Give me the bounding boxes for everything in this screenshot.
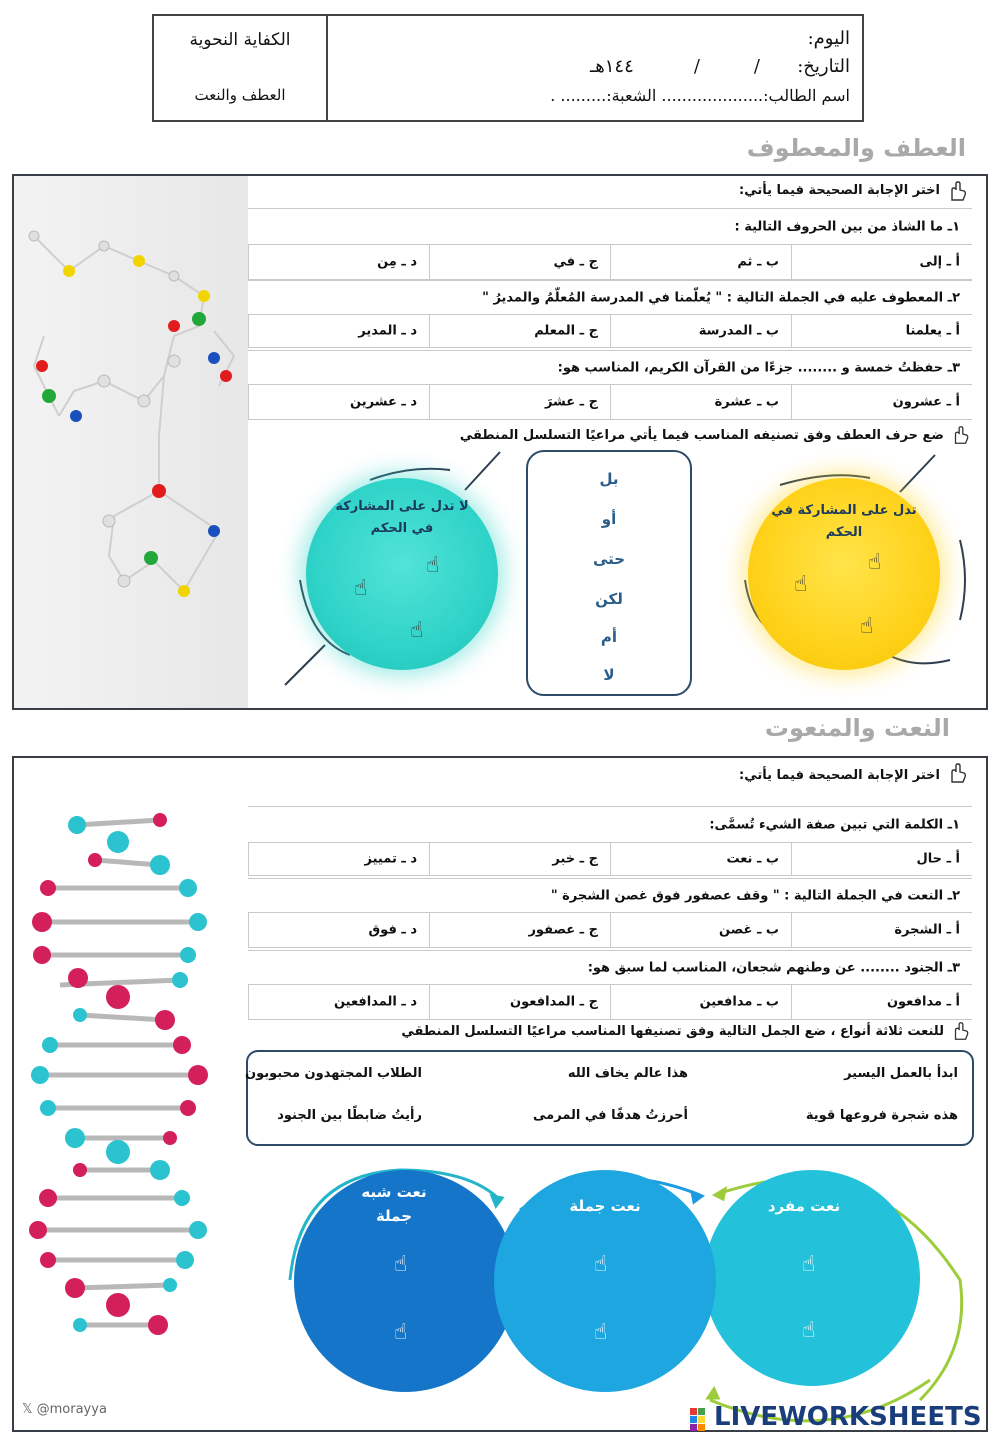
sentence-bank: [246, 1050, 974, 1146]
sentence-item[interactable]: رأيتُ ضابطًا بين الجنود: [277, 1108, 422, 1123]
student-line: اسم الطالب:.................... الشعبة:......... .: [550, 86, 850, 105]
question-row: [248, 878, 972, 912]
venn-single-label: نعت مفرد: [767, 1197, 841, 1215]
option-b[interactable]: ب ـ غصن: [610, 913, 791, 947]
liveworksheets-logo-icon: [690, 1406, 714, 1434]
question-text: ٢ـ النعت في الجملة التالية : " وقف عصفور فوق غصن الشجرة ": [550, 888, 960, 903]
sentence-item[interactable]: هذه شجرة فروعها قوية: [805, 1108, 958, 1123]
drop-target-hand-icon[interactable]: ☝: [410, 618, 424, 643]
drop-target-hand-icon[interactable]: ☝: [860, 614, 874, 639]
option-c[interactable]: ج ـ عصفور: [429, 913, 610, 947]
hand-pointer-icon: [946, 762, 970, 784]
venn-circle-single[interactable]: [704, 1170, 920, 1386]
section2-instruction: اختر الإجابة الصحيحة فيما يأتي:: [739, 768, 940, 783]
option-d[interactable]: د ـ عشرين: [248, 385, 429, 419]
circle-not-sharing-label: لا تدل على المشاركة في الحكم: [335, 499, 469, 536]
question-row: [248, 950, 972, 984]
option-c[interactable]: ج ـ عشرَ: [429, 385, 610, 419]
drop-target-hand-icon[interactable]: ☝: [802, 1252, 816, 1277]
word-la[interactable]: لا: [603, 666, 615, 684]
option-a[interactable]: أ ـ إلى: [791, 245, 972, 279]
question-row: [248, 280, 972, 314]
section-title-atf: العطف والمعطوف: [746, 134, 966, 162]
options-row: [248, 244, 972, 280]
subject-title: الكفاية النحوية: [189, 30, 291, 50]
option-d[interactable]: د ـ فوق: [248, 913, 429, 947]
option-a[interactable]: أ ـ يعلمنا: [791, 315, 972, 347]
option-a[interactable]: أ ـ مدافعون: [791, 985, 972, 1019]
venn-circle-semi[interactable]: [294, 1170, 516, 1392]
date-label: التاريخ:: [797, 56, 850, 77]
question-text: ٢ـ المعطوف عليه في الجملة التالية : " يُعلّمنا في المدرسة المُعلّمُ والمديرُ ": [482, 290, 960, 305]
circle-sharing[interactable]: [748, 478, 940, 670]
section1-classify-instruction: ضع حرف العطف وفق تصنيفه المناسب فيما يأتي مراعيًا التسلسل المنطقي: [459, 428, 944, 443]
date-sep: /: [753, 56, 760, 77]
option-b[interactable]: ب ـ عشرة: [610, 385, 791, 419]
word-lakin[interactable]: لكن: [595, 590, 623, 608]
x-logo-icon: 𝕏: [22, 1402, 33, 1417]
option-c[interactable]: ج ـ المعلم: [429, 315, 610, 347]
hand-pointer-icon: [946, 180, 970, 202]
word-bal[interactable]: بل: [599, 470, 619, 488]
option-c[interactable]: ج ـ خبر: [429, 843, 610, 875]
option-a[interactable]: أ ـ الشجرة: [791, 913, 972, 947]
hand-pointer-icon: [950, 1020, 972, 1042]
options-row: [248, 912, 972, 948]
option-b[interactable]: ب ـ المدرسة: [610, 315, 791, 347]
dna-image: [20, 800, 220, 1340]
date-line: [650, 56, 850, 82]
question-text: ٣ـ الجنود ........ عن وطنهم شجعان، المناسب لما سبق هو:: [587, 960, 960, 975]
molecule-image: [14, 176, 248, 708]
drop-target-hand-icon[interactable]: ☝: [594, 1320, 608, 1345]
credit: 𝕏 @morayya: [22, 1402, 107, 1417]
option-d[interactable]: د ـ المدافعين: [248, 985, 429, 1019]
topic-title: العطف والنعت: [194, 86, 286, 104]
drop-target-hand-icon[interactable]: ☝: [426, 553, 440, 578]
drop-target-hand-icon[interactable]: ☝: [394, 1320, 408, 1345]
date-year: ١٤٤هـ: [590, 56, 634, 77]
option-c[interactable]: ج ـ المدافعون: [429, 985, 610, 1019]
liveworksheets-watermark: LIVEWORKSHEETS: [714, 1402, 982, 1432]
word-aw[interactable]: أو: [601, 510, 617, 528]
venn-sentence-label: نعت جملة: [569, 1197, 641, 1215]
question-text: ٣ـ حفظتُ خمسة و ........ جزءًا من القرآن الكريم، المناسب هو:: [557, 360, 960, 375]
sentence-item[interactable]: ابدأ بالعمل اليسير: [844, 1066, 958, 1081]
section2-classify-instruction: للنعت ثلاثة أنواع ، ضع الجمل التالية وفق تصنيفها المناسب مراعيًا التسلسل المنطقي: [401, 1024, 944, 1039]
word-am[interactable]: أم: [600, 628, 618, 646]
sentence-item[interactable]: هذا عالم يخاف الله: [567, 1066, 688, 1081]
circle-not-sharing[interactable]: [306, 478, 498, 670]
venn-circle-sentence[interactable]: [494, 1170, 716, 1392]
conjunctions-word-bank: [526, 450, 692, 696]
option-b[interactable]: ب ـ ثم: [610, 245, 791, 279]
option-a[interactable]: أ ـ حال: [791, 843, 972, 875]
options-row: [248, 384, 972, 420]
drop-target-hand-icon[interactable]: ☝: [394, 1252, 408, 1277]
drop-target-hand-icon[interactable]: ☝: [594, 1252, 608, 1277]
question-row: [248, 350, 972, 384]
venn-semi-label: نعت شبه جملة: [361, 1183, 427, 1225]
option-d[interactable]: د ـ تمييز: [248, 843, 429, 875]
options-row: [248, 314, 972, 348]
options-row: [248, 984, 972, 1020]
header-divider: [326, 14, 328, 122]
option-b[interactable]: ب ـ نعت: [610, 843, 791, 875]
sentence-item[interactable]: الطلاب المجتهدون محبوبون: [245, 1066, 422, 1081]
question-text: ١ـ الكلمة التي تبين صفة الشيء تُسمَّى:: [709, 817, 960, 832]
option-a[interactable]: أ ـ عشرون: [791, 385, 972, 419]
section1-instruction: اختر الإجابة الصحيحة فيما يأتي:: [739, 183, 940, 198]
options-row: [248, 842, 972, 876]
option-c[interactable]: ج ـ في: [429, 245, 610, 279]
question-row: [248, 208, 972, 244]
drop-target-hand-icon[interactable]: ☝: [794, 572, 808, 597]
word-hatta[interactable]: حتى: [592, 550, 626, 568]
question-row: [248, 806, 972, 842]
date-sep: /: [693, 56, 700, 77]
option-b[interactable]: ب ـ مدافعين: [610, 985, 791, 1019]
day-label: اليوم:: [807, 28, 850, 49]
drop-target-hand-icon[interactable]: ☝: [802, 1318, 816, 1343]
circle-sharing-label: تدل على المشاركة في الحكم: [771, 503, 917, 540]
drop-target-hand-icon[interactable]: ☝: [868, 550, 882, 575]
option-d[interactable]: د ـ المدير: [248, 315, 429, 347]
question-text: ١ـ ما الشاذ من بين الحروف التالية :: [734, 219, 960, 234]
section-title-naat: النعت والمنعوت: [764, 714, 950, 742]
drop-target-hand-icon[interactable]: ☝: [354, 576, 368, 601]
option-d[interactable]: د ـ مِن: [248, 245, 429, 279]
sentence-item[interactable]: أحرزتُ هدفًا في المرمى: [533, 1108, 688, 1123]
